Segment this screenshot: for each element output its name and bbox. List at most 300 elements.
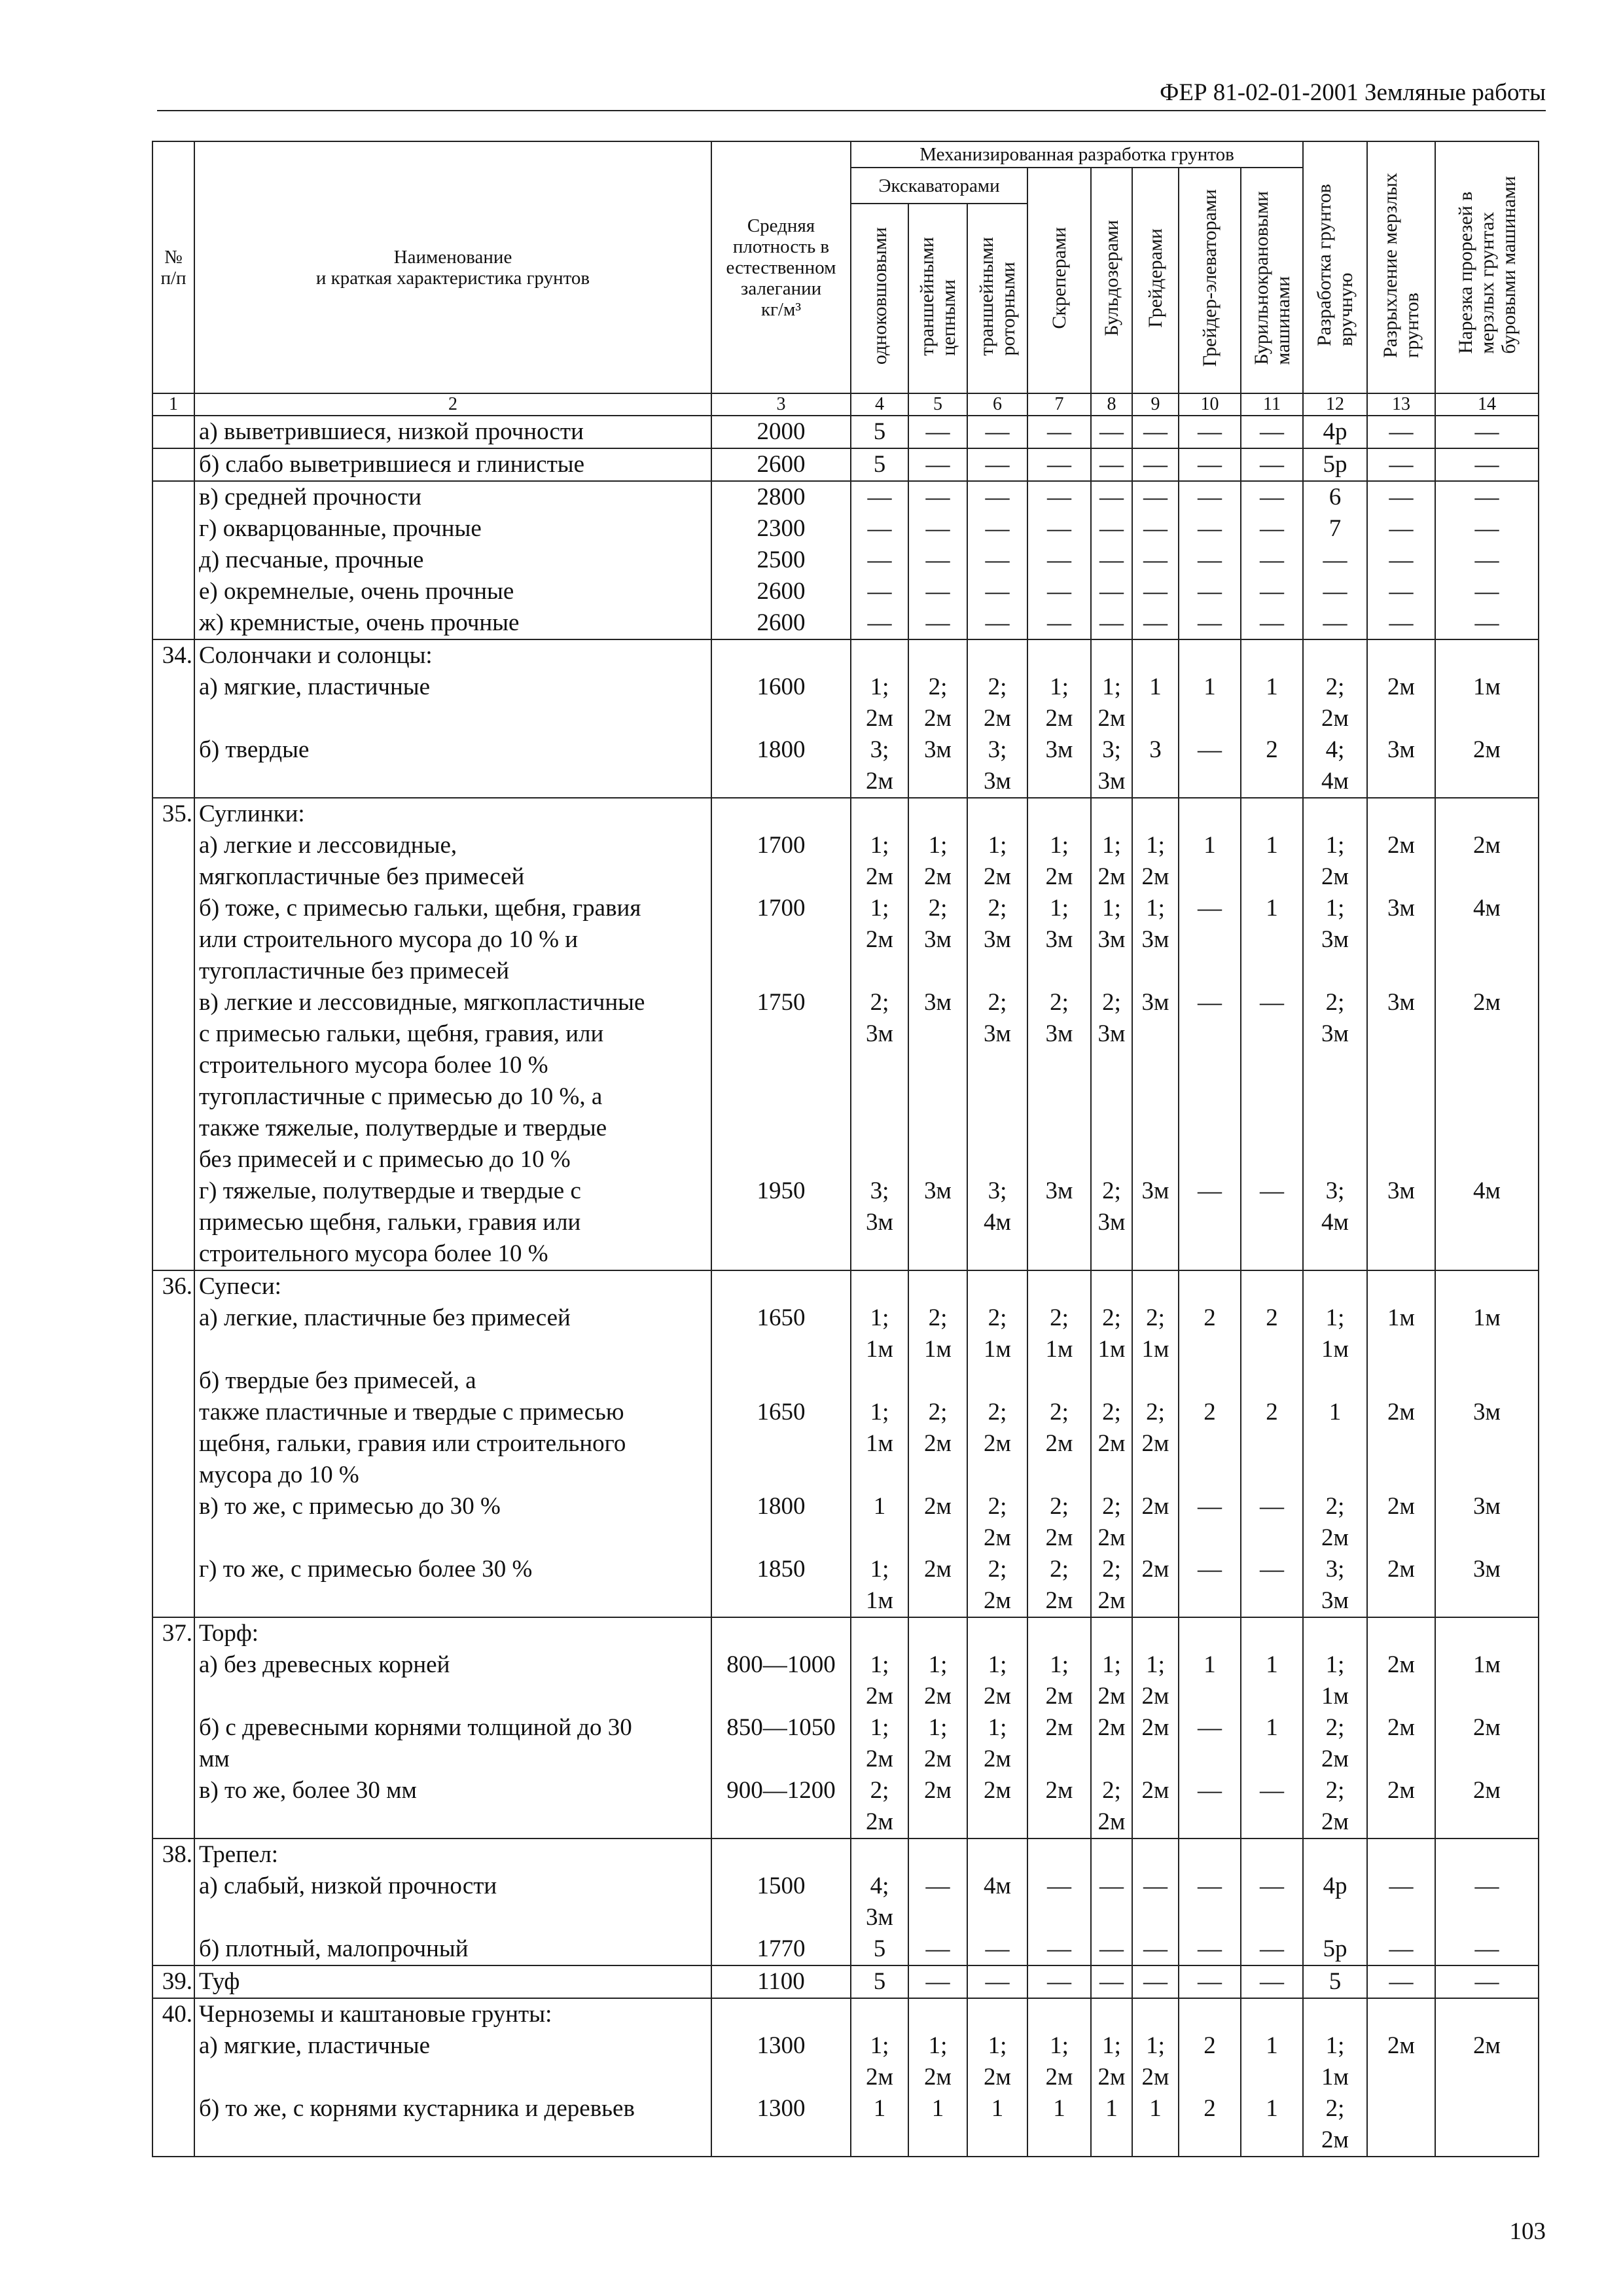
table-row: [152, 639, 1539, 672]
group-cell: 1; 2м: [851, 672, 908, 734]
soil-name-cell: в) легкие и лессовидные, мягкопластичные с примесью гальки, щебня, гравия, или строительного мусора более 10 % тугопластичные с примесью до 10 %, а также тяжелые, полутвердые и твердые без примесей и с примесью до 10 %: [194, 987, 711, 1175]
group-cell: —: [1179, 576, 1241, 607]
group-cell: [1132, 1270, 1179, 1302]
density-cell: [711, 1617, 851, 1649]
group-cell: 2; 1м: [967, 1302, 1027, 1365]
group-cell: 5р: [1303, 448, 1367, 481]
density-cell: [711, 798, 851, 830]
row-number-cell: [152, 1175, 194, 1270]
row-number-cell: 40.: [152, 1998, 194, 2030]
soil-name-cell: в) средней прочности: [194, 481, 711, 513]
group-cell: —: [1179, 1871, 1241, 1933]
group-cell: 2; 2м: [967, 1491, 1027, 1554]
group-cell: [1027, 1617, 1091, 1649]
group-cell: 1: [1179, 672, 1241, 734]
group-cell: —: [1027, 1965, 1091, 1998]
group-cell: 1: [1241, 1712, 1303, 1775]
group-cell: 1; 2м: [908, 1712, 967, 1775]
table-body: [152, 416, 1539, 2157]
group-cell: 2м: [1367, 1649, 1435, 1712]
group-cell: —: [1091, 607, 1132, 639]
group-cell: —: [1132, 1965, 1179, 1998]
density-cell: 1850: [711, 1554, 851, 1617]
group-cell: 1м: [1435, 1649, 1539, 1712]
group-cell: —: [1179, 416, 1241, 448]
group-cell: 3м: [1367, 987, 1435, 1175]
group-cell: —: [1241, 576, 1303, 607]
group-cell: [1435, 1617, 1539, 1649]
group-cell: —: [851, 607, 908, 639]
group-cell: —: [1132, 448, 1179, 481]
group-cell: [1132, 1617, 1179, 1649]
group-cell: 1: [851, 2093, 908, 2157]
density-cell: [711, 1270, 851, 1302]
group-cell: [1303, 798, 1367, 830]
group-cell: —: [1179, 1933, 1241, 1965]
group-cell: 1; 3м: [1303, 893, 1367, 987]
group-cell: [851, 1839, 908, 1871]
group-cell: [1132, 639, 1179, 672]
group-cell: 2; 2м: [1303, 672, 1367, 734]
row-number-cell: [152, 1491, 194, 1554]
group-cell: [1027, 1270, 1091, 1302]
group-cell: 1; 2м: [1132, 2030, 1179, 2093]
group-cell: 1; 2м: [1027, 1649, 1091, 1712]
group-cell: 1; 1м: [1303, 1302, 1367, 1365]
column-number-cell: 13: [1367, 393, 1435, 416]
soil-name-cell: г) тяжелые, полутвердые и твердые с примесью щебня, гальки, гравия или строительного мусора более 10 %: [194, 1175, 711, 1270]
soil-name-cell: б) тоже, с примесью гальки, щебня, гравия или строительного мусора до 10 % и тугопластичные без примесей: [194, 893, 711, 987]
group-cell: [851, 1617, 908, 1649]
group-cell: 1; 2м: [851, 1649, 908, 1712]
group-cell: —: [1027, 576, 1091, 607]
group-cell: —: [1241, 1491, 1303, 1554]
group-cell: —: [1027, 1871, 1091, 1933]
group-cell: 1; 2м: [967, 1712, 1027, 1775]
group-cell: 1; 2м: [1132, 1649, 1179, 1712]
group-cell: 2м: [967, 1775, 1027, 1839]
group-cell: 1: [1241, 2030, 1303, 2093]
group-cell: —: [967, 1965, 1027, 1998]
density-cell: 2600: [711, 607, 851, 639]
density-cell: 2600: [711, 576, 851, 607]
group-cell: [1367, 1617, 1435, 1649]
group-cell: —: [1179, 1965, 1241, 1998]
table-row: [152, 2030, 1539, 2093]
group-cell: 5: [851, 448, 908, 481]
soil-name-cell: Трепел:: [194, 1839, 711, 1871]
group-cell: 1; 2м: [967, 830, 1027, 893]
group-cell: 2; 1м: [1132, 1302, 1179, 1365]
group-cell: 2; 3м: [1303, 987, 1367, 1175]
group-cell: 1м: [1367, 1302, 1435, 1365]
group-cell: 2м: [1132, 1775, 1179, 1839]
group-cell: 2; 2м: [1027, 1491, 1091, 1554]
column-number-cell: 9: [1132, 393, 1179, 416]
column-number-row: [152, 393, 1539, 416]
group-cell: 3; 3м: [967, 734, 1027, 798]
row-number-cell: [152, 1649, 194, 1712]
density-cell: 1750: [711, 987, 851, 1175]
group-cell: —: [1027, 545, 1091, 576]
group-cell: —: [908, 481, 967, 513]
group-cell: 1: [1241, 893, 1303, 987]
group-cell: 2м: [1435, 734, 1539, 798]
table-row: [152, 513, 1539, 545]
group-cell: —: [1132, 513, 1179, 545]
row-number-cell: [152, 2030, 194, 2093]
group-cell: 1; 1м: [851, 1365, 908, 1491]
soil-name-cell: а) слабый, низкой прочности: [194, 1871, 711, 1933]
density-cell: 1100: [711, 1965, 851, 1998]
group-cell: —: [1241, 1775, 1303, 1839]
group-cell: 1: [1241, 1649, 1303, 1712]
row-number-cell: 37.: [152, 1617, 194, 1649]
group-cell: 2; 2м: [1303, 1491, 1367, 1554]
table-row: [152, 416, 1539, 448]
group-cell: [1241, 1617, 1303, 1649]
group-cell: 1: [1132, 2093, 1179, 2157]
density-cell: 1650: [711, 1302, 851, 1365]
group-cell: 2м: [1367, 2030, 1435, 2093]
group-cell: —: [908, 513, 967, 545]
group-cell: 5р: [1303, 1933, 1367, 1965]
group-cell: 2м: [1027, 1775, 1091, 1839]
column-number-cell: 5: [908, 393, 967, 416]
group-cell: —: [1367, 416, 1435, 448]
group-cell: —: [1435, 607, 1539, 639]
group-cell: —: [1179, 448, 1241, 481]
group-cell: —: [1132, 545, 1179, 576]
header-excavators: Экскаваторами: [851, 168, 1027, 204]
group-cell: 1: [1179, 1649, 1241, 1712]
group-cell: —: [1179, 1491, 1241, 1554]
group-cell: 1; 2м: [1303, 830, 1367, 893]
density-cell: 1700: [711, 893, 851, 987]
group-cell: 3м: [908, 1175, 967, 1270]
group-cell: 2: [1179, 2030, 1241, 2093]
group-cell: 2м: [1435, 2030, 1539, 2093]
group-cell: [1367, 1839, 1435, 1871]
group-cell: 2м: [1367, 1365, 1435, 1491]
group-cell: 2; 3м: [908, 893, 967, 987]
soil-name-cell: Туф: [194, 1965, 711, 1998]
group-cell: —: [1027, 607, 1091, 639]
group-cell: 1; 2м: [1091, 1649, 1132, 1712]
group-cell: 3м: [1435, 1491, 1539, 1554]
group-cell: —: [1367, 1871, 1435, 1933]
table-row: [152, 1617, 1539, 1649]
group-cell: 4; 3м: [851, 1871, 908, 1933]
table-row: [152, 545, 1539, 576]
group-cell: 6: [1303, 481, 1367, 513]
group-cell: 1: [1241, 2093, 1303, 2157]
header-mechanized: Механизированная разработка грунтов: [851, 141, 1303, 168]
group-cell: 2; 2м: [1303, 1712, 1367, 1775]
group-cell: 1; 1м: [1303, 2030, 1367, 2093]
group-cell: —: [908, 416, 967, 448]
header-col10: Грейдер-элеваторами: [1179, 168, 1241, 393]
group-cell: 3: [1132, 734, 1179, 798]
group-cell: —: [1027, 513, 1091, 545]
group-cell: 1: [1241, 672, 1303, 734]
group-cell: 1; 3м: [1132, 893, 1179, 987]
header-col12: Разработка грунтов вручную: [1303, 141, 1367, 393]
group-cell: 2м: [1367, 672, 1435, 734]
group-cell: [967, 1998, 1027, 2030]
group-cell: 3; 2м: [851, 734, 908, 798]
group-cell: —: [1241, 481, 1303, 513]
group-cell: 1; 2м: [851, 2030, 908, 2093]
group-cell: —: [1179, 987, 1241, 1175]
table-row: [152, 798, 1539, 830]
group-cell: 1; 1м: [851, 1302, 908, 1365]
group-cell: [1367, 1270, 1435, 1302]
group-cell: —: [967, 1933, 1027, 1965]
soil-name-cell: е) окремнелые, очень прочные: [194, 576, 711, 607]
header-col14: Нарезка прорезей в мерзлых грунтах буровыми машинами: [1435, 141, 1539, 393]
group-cell: —: [1132, 1933, 1179, 1965]
density-cell: [711, 1998, 851, 2030]
soil-classification-table: [152, 141, 1539, 2157]
group-cell: 2: [1179, 1365, 1241, 1491]
group-cell: —: [1241, 416, 1303, 448]
soil-name-cell: в) то же, с примесью до 30 %: [194, 1491, 711, 1554]
soil-name-cell: в) то же, более 30 мм: [194, 1775, 711, 1839]
group-cell: —: [1241, 545, 1303, 576]
group-cell: [1179, 1617, 1241, 1649]
row-number-cell: [152, 2093, 194, 2157]
group-cell: [908, 1270, 967, 1302]
group-cell: —: [1179, 1775, 1241, 1839]
group-cell: —: [1367, 545, 1435, 576]
header-col11: Бурильнокрановыми машинами: [1241, 168, 1303, 393]
group-cell: —: [1241, 987, 1303, 1175]
group-cell: [1179, 1270, 1241, 1302]
density-cell: 2800: [711, 481, 851, 513]
group-cell: [851, 1270, 908, 1302]
group-cell: —: [967, 607, 1027, 639]
soil-name-cell: д) песчаные, прочные: [194, 545, 711, 576]
soil-name-cell: б) слабо выветрившиеся и глинистые: [194, 448, 711, 481]
table-row: [152, 987, 1539, 1175]
group-cell: —: [1303, 545, 1367, 576]
density-cell: 2600: [711, 448, 851, 481]
soil-name-cell: а) выветрившиеся, низкой прочности: [194, 416, 711, 448]
group-cell: 2м: [1132, 1554, 1179, 1617]
group-cell: 2: [1179, 1302, 1241, 1365]
group-cell: 3м: [1132, 1175, 1179, 1270]
group-cell: —: [908, 576, 967, 607]
soil-name-cell: б) твердые без примесей, а также пластичные и твердые с примесью щебня, гальки, гравия или строительного мусора до 10 %: [194, 1365, 711, 1491]
group-cell: 3; 4м: [1303, 1175, 1367, 1270]
group-cell: —: [1132, 576, 1179, 607]
group-cell: 2; 2м: [967, 1554, 1027, 1617]
soil-name-cell: б) с древесными корнями толщиной до 30 мм: [194, 1712, 711, 1775]
table-row: [152, 1175, 1539, 1270]
group-cell: —: [1241, 1965, 1303, 1998]
density-cell: 1300: [711, 2093, 851, 2157]
header-col6: траншейными роторными: [967, 204, 1027, 393]
density-cell: 1950: [711, 1175, 851, 1270]
group-cell: 5: [851, 1933, 908, 1965]
group-cell: 3м: [1367, 734, 1435, 798]
group-cell: 1: [1179, 830, 1241, 893]
group-cell: 2м: [908, 1554, 967, 1617]
row-number-cell: [152, 987, 194, 1175]
group-cell: —: [1241, 1175, 1303, 1270]
group-cell: [1303, 639, 1367, 672]
table-row: [152, 893, 1539, 987]
soil-name-cell: б) плотный, малопрочный: [194, 1933, 711, 1965]
row-number-cell: [152, 416, 194, 448]
group-cell: 3м: [1027, 1175, 1091, 1270]
row-number-cell: [152, 893, 194, 987]
soil-name-cell: б) то же, с корнями кустарника и деревьев: [194, 2093, 711, 2157]
group-cell: 1: [1132, 672, 1179, 734]
group-cell: 1; 2м: [1091, 830, 1132, 893]
density-cell: 800—1000: [711, 1649, 851, 1712]
group-cell: 2: [1179, 2093, 1241, 2157]
group-cell: —: [1091, 448, 1132, 481]
group-cell: [967, 1839, 1027, 1871]
group-cell: 4м: [1435, 1175, 1539, 1270]
group-cell: 3м: [1435, 1365, 1539, 1491]
table-row: [152, 1998, 1539, 2030]
group-cell: [1091, 1998, 1132, 2030]
density-cell: 1800: [711, 734, 851, 798]
group-cell: —: [967, 576, 1027, 607]
group-cell: —: [967, 513, 1027, 545]
group-cell: [1435, 639, 1539, 672]
group-cell: —: [1027, 416, 1091, 448]
group-cell: —: [908, 1933, 967, 1965]
row-number-cell: [152, 1933, 194, 1965]
group-cell: —: [967, 481, 1027, 513]
density-cell: 1800: [711, 1491, 851, 1554]
group-cell: —: [1435, 545, 1539, 576]
group-cell: —: [851, 576, 908, 607]
group-cell: [1027, 1998, 1091, 2030]
row-number-cell: [152, 1775, 194, 1839]
table-row: [152, 1554, 1539, 1617]
column-number-cell: 6: [967, 393, 1027, 416]
group-cell: 3; 3м: [1091, 734, 1132, 798]
group-cell: 4м: [1435, 893, 1539, 987]
group-cell: —: [1241, 1554, 1303, 1617]
row-number-cell: [152, 513, 194, 545]
table-row: [152, 1839, 1539, 1871]
group-cell: 3м: [908, 734, 967, 798]
group-cell: —: [1027, 481, 1091, 513]
group-cell: [908, 1998, 967, 2030]
group-cell: 2м: [1435, 830, 1539, 893]
group-cell: [1132, 1839, 1179, 1871]
group-cell: —: [1435, 481, 1539, 513]
soil-name-cell: а) без древесных корней: [194, 1649, 711, 1712]
table-row: [152, 672, 1539, 734]
group-cell: —: [851, 513, 908, 545]
group-cell: [1091, 1839, 1132, 1871]
group-cell: [1435, 1998, 1539, 2030]
row-number-cell: [152, 672, 194, 734]
density-cell: 2500: [711, 545, 851, 576]
group-cell: 5: [851, 1965, 908, 1998]
soil-name-cell: а) легкие, пластичные без примесей: [194, 1302, 711, 1365]
group-cell: [908, 1839, 967, 1871]
row-number-cell: [152, 607, 194, 639]
group-cell: —: [1241, 607, 1303, 639]
group-cell: —: [1179, 481, 1241, 513]
group-cell: [851, 639, 908, 672]
table-row: [152, 1302, 1539, 1365]
group-cell: 1; 2м: [967, 2030, 1027, 2093]
group-cell: 2м: [1027, 1712, 1091, 1775]
group-cell: 1; 2м: [1132, 830, 1179, 893]
group-cell: 1; 2м: [851, 893, 908, 987]
density-cell: 2000: [711, 416, 851, 448]
soil-name-cell: Солончаки и солонцы:: [194, 639, 711, 672]
group-cell: —: [1367, 607, 1435, 639]
group-cell: 2м: [908, 1775, 967, 1839]
group-cell: 2; 3м: [1091, 987, 1132, 1175]
group-cell: 2; 2м: [967, 1365, 1027, 1491]
header-col7: Скреперами: [1027, 168, 1091, 393]
table-row: [152, 1649, 1539, 1712]
group-cell: —: [1091, 1965, 1132, 1998]
group-cell: 1; 2м: [908, 1649, 967, 1712]
density-cell: [711, 639, 851, 672]
column-number-cell: 12: [1303, 393, 1367, 416]
group-cell: 1: [851, 1491, 908, 1554]
table-row: [152, 576, 1539, 607]
group-cell: 3м: [1367, 893, 1435, 987]
group-cell: —: [1091, 545, 1132, 576]
soil-name-cell: б) твердые: [194, 734, 711, 798]
row-number-cell: [152, 576, 194, 607]
group-cell: 5: [1303, 1965, 1367, 1998]
group-cell: [1367, 639, 1435, 672]
soil-name-cell: а) мягкие, пластичные: [194, 2030, 711, 2093]
group-cell: —: [1367, 576, 1435, 607]
group-cell: [1027, 798, 1091, 830]
soil-name-cell: а) мягкие, пластичные: [194, 672, 711, 734]
table-row: [152, 2093, 1539, 2157]
group-cell: 2; 2м: [1091, 1775, 1132, 1839]
group-cell: [1027, 1839, 1091, 1871]
soil-name-cell: г) окварцованные, прочные: [194, 513, 711, 545]
row-number-cell: 34.: [152, 639, 194, 672]
group-cell: —: [1435, 1933, 1539, 1965]
soil-name-cell: ж) кремнистые, очень прочные: [194, 607, 711, 639]
group-cell: [1435, 1270, 1539, 1302]
group-cell: 1; 2м: [1091, 2030, 1132, 2093]
group-cell: —: [1132, 1871, 1179, 1933]
group-cell: —: [967, 416, 1027, 448]
row-number-cell: [152, 830, 194, 893]
running-header: [157, 73, 1546, 111]
group-cell: —: [1091, 513, 1132, 545]
table-row: [152, 1491, 1539, 1554]
column-number-cell: 11: [1241, 393, 1303, 416]
group-cell: 2; 2м: [1303, 1775, 1367, 1839]
column-number-cell: 14: [1435, 393, 1539, 416]
group-cell: [1435, 1839, 1539, 1871]
row-number-cell: [152, 1554, 194, 1617]
group-cell: [1303, 1998, 1367, 2030]
header-density: Средняя плотность в естественном залегании кг/м³: [711, 141, 851, 393]
group-cell: 2; 2м: [1091, 1491, 1132, 1554]
